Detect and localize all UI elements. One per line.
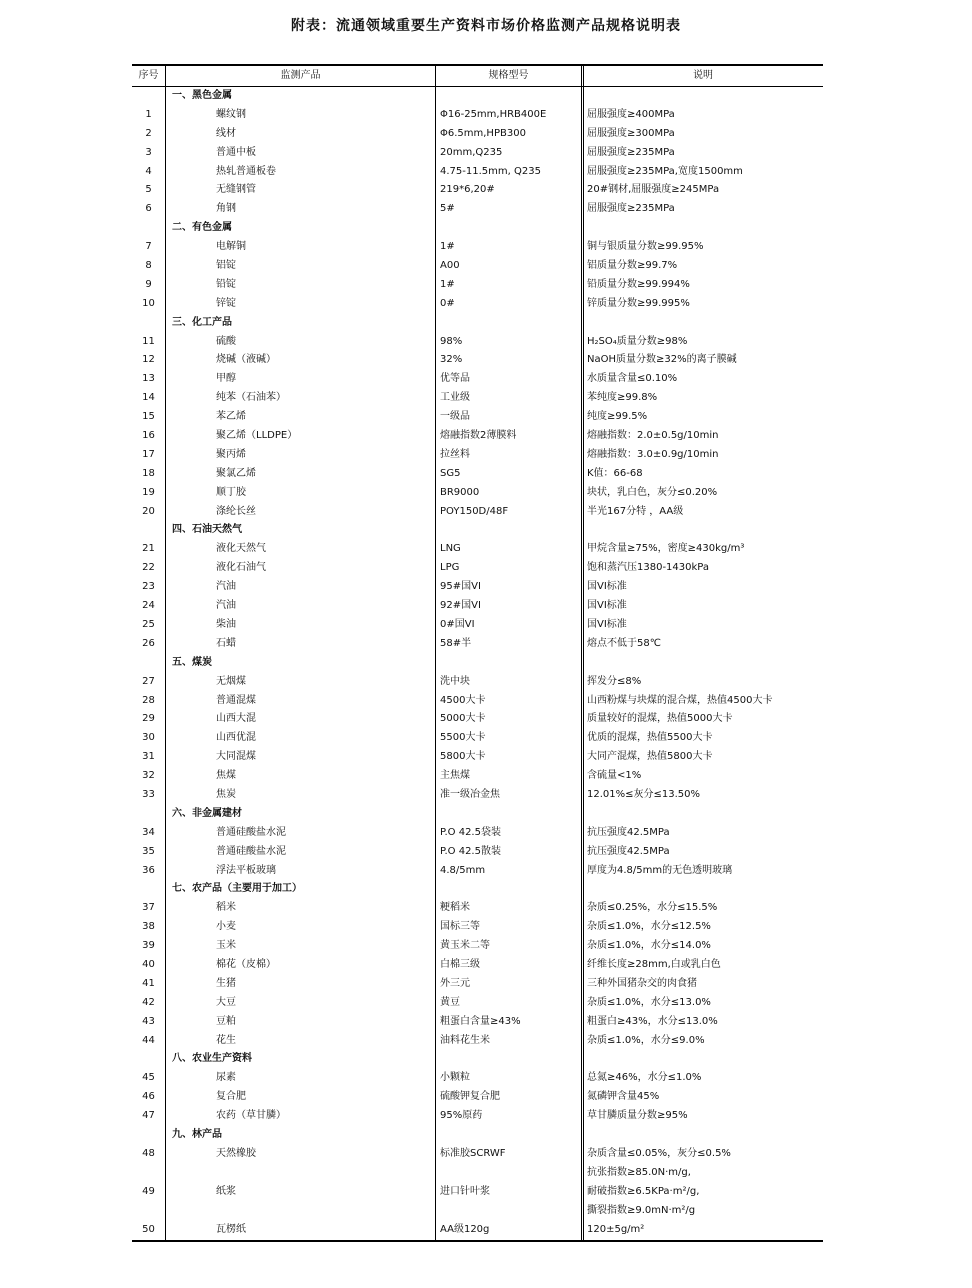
product-name: 纸浆 xyxy=(216,1185,236,1197)
description: 含硫量<1% xyxy=(587,770,642,782)
product-name: 复合肥 xyxy=(216,1091,246,1103)
description: 杂质≤1.0%，水分≤12.5% xyxy=(587,921,711,933)
spec-value: 标准胶SCRWF xyxy=(440,1147,506,1159)
description: 水质量含量≤0.10% xyxy=(587,373,678,385)
spec-value: 熔融指数2薄膜料 xyxy=(440,430,517,442)
table-row xyxy=(132,767,823,786)
table-row xyxy=(132,748,823,767)
description: 杂质≤1.0%，水分≤13.0% xyxy=(587,996,711,1008)
description: 铜与银质量分数≥99.95% xyxy=(587,241,704,253)
product-name: 聚乙烯（LLDPE） xyxy=(216,430,298,442)
row-number: 10 xyxy=(142,297,155,309)
row-number: 42 xyxy=(142,996,155,1008)
spec-value: 219*6,20# xyxy=(440,184,495,196)
product-name: 顺丁胶 xyxy=(216,486,246,498)
description: 杂质≤1.0%，水分≤14.0% xyxy=(587,940,711,952)
table-row xyxy=(132,1107,823,1126)
row-number: 9 xyxy=(145,278,152,290)
product-name: 普通硅酸盐水泥 xyxy=(216,826,286,838)
row-number: 27 xyxy=(142,675,155,687)
row-number: 14 xyxy=(142,392,155,404)
product-name: 花生 xyxy=(216,1034,236,1046)
table-row xyxy=(132,786,823,805)
description: 总氮≥46%，水分≤1.0% xyxy=(587,1072,702,1084)
row-number: 1 xyxy=(145,108,152,120)
row-number: 32 xyxy=(142,770,155,782)
row-number: 25 xyxy=(142,618,155,630)
row-number: 40 xyxy=(142,958,155,970)
product-name: 锌锭 xyxy=(216,297,236,309)
category-row xyxy=(132,87,823,106)
spec-value: P.O 42.5袋装 xyxy=(440,826,501,838)
column-divider xyxy=(165,66,166,1240)
product-name: 铝锭 xyxy=(216,260,236,272)
row-number: 11 xyxy=(142,335,155,347)
description: 抗压强度42.5MPa xyxy=(587,845,670,857)
spec-value: 进口针叶浆 xyxy=(440,1185,490,1197)
table-row xyxy=(132,106,823,125)
row-number: 47 xyxy=(142,1110,155,1122)
spec-value: 拉丝料 xyxy=(440,448,470,460)
spec-value: 1# xyxy=(440,241,455,253)
spec-value: Φ16-25mm,HRB400E xyxy=(440,108,547,120)
product-name: 热轧普通板卷 xyxy=(216,165,276,177)
product-name: 生猪 xyxy=(216,977,236,989)
description: H₂SO₄质量分数≥98% xyxy=(587,335,688,347)
description: 杂质≤0.25%，水分≤15.5% xyxy=(587,902,718,914)
row-number: 7 xyxy=(145,241,152,253)
table-row xyxy=(132,257,823,276)
row-number: 41 xyxy=(142,977,155,989)
product-name: 小麦 xyxy=(216,921,236,933)
table-row xyxy=(132,937,823,956)
product-name: 稻米 xyxy=(216,902,236,914)
spec-value: 准一级冶金焦 xyxy=(440,788,500,800)
category-row xyxy=(132,880,823,899)
description: 块状，乳白色，灰分≤0.20% xyxy=(587,486,718,498)
product-name: 普通混煤 xyxy=(216,694,256,706)
product-name: 线材 xyxy=(216,127,236,139)
description: 厚度为4.8/5mm的无色透明玻璃 xyxy=(587,864,733,876)
spec-value: 工业级 xyxy=(440,392,470,404)
header-spec: 规格型号 xyxy=(488,70,529,81)
table-row xyxy=(132,181,823,200)
table-row xyxy=(132,578,823,597)
category-row xyxy=(132,219,823,238)
product-name: 尿素 xyxy=(216,1072,236,1084)
description: 山西粉煤与块煤的混合煤，热值4500大卡 xyxy=(587,694,773,706)
row-number: 38 xyxy=(142,921,155,933)
table-row xyxy=(132,635,823,654)
table-row xyxy=(132,125,823,144)
spec-value: 黄豆 xyxy=(440,996,460,1008)
category-label: 七、农产品（主要用于加工） xyxy=(172,883,302,895)
spec-value: 1# xyxy=(440,278,455,290)
product-name: 汽油 xyxy=(216,600,236,612)
spec-value: 优等品 xyxy=(440,373,470,385)
spec-value: 4500大卡 xyxy=(440,694,486,706)
description: 铝质量分数≥99.7% xyxy=(587,260,678,272)
product-name: 液化天然气 xyxy=(216,543,266,555)
product-name: 豆粕 xyxy=(216,1015,236,1027)
row-number: 44 xyxy=(142,1034,155,1046)
table-row xyxy=(132,276,823,295)
table-row xyxy=(132,692,823,711)
row-number: 4 xyxy=(145,165,152,177)
product-name: 铅锭 xyxy=(216,278,236,290)
spec-value: AA级120g xyxy=(440,1223,490,1235)
table-row xyxy=(132,616,823,635)
table-row xyxy=(132,597,823,616)
row-number: 18 xyxy=(142,467,155,479)
table-row xyxy=(132,295,823,314)
table-row xyxy=(132,994,823,1013)
product-name: 山西大混 xyxy=(216,713,256,725)
spec-value: 白棉三级 xyxy=(440,958,480,970)
description: 12.01%≤灰分≤13.50% xyxy=(587,788,701,800)
table-row xyxy=(132,1088,823,1107)
spec-value: 5500大卡 xyxy=(440,732,486,744)
header-desc: 说明 xyxy=(693,70,713,81)
row-number: 37 xyxy=(142,902,155,914)
description: 质量较好的混煤，热值5000大卡 xyxy=(587,713,733,725)
description: 屈服强度≥235MPa,宽度1500mm xyxy=(587,165,743,177)
row-number: 26 xyxy=(142,637,155,649)
category-label: 九、林产品 xyxy=(172,1128,222,1140)
table-row xyxy=(132,1221,823,1240)
product-name: 焦煤 xyxy=(216,770,236,782)
description: 抗压强度42.5MPa xyxy=(587,826,670,838)
description: 铅质量分数≥99.994% xyxy=(587,278,690,290)
product-name: 无烟煤 xyxy=(216,675,246,687)
spec-table xyxy=(132,64,823,1242)
product-name: 螺纹钢 xyxy=(216,108,246,120)
row-number: 5 xyxy=(145,184,152,196)
spec-value: 98% xyxy=(440,335,463,347)
row-number: 13 xyxy=(142,373,155,385)
row-number: 22 xyxy=(142,562,155,574)
row-number: 49 xyxy=(142,1185,155,1197)
spec-value: 95#国VI xyxy=(440,581,481,593)
spec-value: 硫酸钾复合肥 xyxy=(440,1091,500,1103)
row-number: 29 xyxy=(142,713,155,725)
row-number: 46 xyxy=(142,1091,155,1103)
spec-value: 32% xyxy=(440,354,463,366)
spec-value: 0#国VI xyxy=(440,618,475,630)
row-number: 30 xyxy=(142,732,155,744)
spec-value: POY150D/48F xyxy=(440,505,509,517)
description: 国VI标准 xyxy=(587,618,627,630)
product-name: 汽油 xyxy=(216,581,236,593)
header-no: 序号 xyxy=(138,70,159,81)
description: 氮磷钾含量45% xyxy=(587,1091,660,1103)
spec-value: 国标三等 xyxy=(440,921,480,933)
row-number: 28 xyxy=(142,694,155,706)
product-name: 瓦楞纸 xyxy=(216,1223,246,1235)
spec-value: SG5 xyxy=(440,467,461,479)
row-number: 24 xyxy=(142,600,155,612)
row-number: 8 xyxy=(145,260,152,272)
product-name: 电解铜 xyxy=(216,241,246,253)
product-name: 涤纶长丝 xyxy=(216,505,256,517)
description: 屈服强度≥300MPa xyxy=(587,127,675,139)
row-number: 3 xyxy=(145,146,152,158)
spec-value: 5# xyxy=(440,203,455,215)
description: 耐破指数≥6.5KPa·m²/g, xyxy=(587,1185,700,1197)
page-title: 附表：流通领域重要生产资料市场价格监测产品规格说明表 xyxy=(291,18,681,34)
category-row xyxy=(132,314,823,333)
category-label: 八、农业生产资料 xyxy=(172,1053,252,1065)
table-row xyxy=(132,862,823,881)
header-product: 监测产品 xyxy=(280,70,321,81)
table-header xyxy=(132,66,823,87)
category-label: 六、非金属建材 xyxy=(172,807,242,819)
table-row xyxy=(132,956,823,975)
category-label: 五、煤炭 xyxy=(172,656,212,668)
table-row xyxy=(132,729,823,748)
description: 优质的混煤，热值5500大卡 xyxy=(587,732,713,744)
table-row xyxy=(132,427,823,446)
spec-value: 5000大卡 xyxy=(440,713,486,725)
row-number: 31 xyxy=(142,751,155,763)
table-row xyxy=(132,540,823,559)
table-row xyxy=(132,899,823,918)
row-number: 48 xyxy=(142,1147,155,1159)
spec-value: 一级品 xyxy=(440,411,470,423)
table-row xyxy=(132,559,823,578)
column-divider xyxy=(435,66,436,1240)
table-row xyxy=(132,446,823,465)
description: 纤维长度≥28mm,白或乳白色 xyxy=(587,958,721,970)
table-row xyxy=(132,163,823,182)
category-label: 四、石油天然气 xyxy=(172,524,242,536)
table-row xyxy=(132,843,823,862)
table-row xyxy=(132,465,823,484)
description: 国VI标准 xyxy=(587,600,627,612)
spec-value: 4.8/5mm xyxy=(440,864,486,876)
row-number: 35 xyxy=(142,845,155,857)
product-name: 浮法平板玻璃 xyxy=(216,864,276,876)
row-number: 45 xyxy=(142,1072,155,1084)
table-row xyxy=(132,503,823,522)
spec-value: 主焦煤 xyxy=(440,770,470,782)
table-row xyxy=(132,389,823,408)
category-row xyxy=(132,805,823,824)
description: 熔点不低于58℃ xyxy=(587,637,661,649)
spec-value: 洗中块 xyxy=(440,675,470,687)
description: 大同产混煤，热值5800大卡 xyxy=(587,751,713,763)
product-name: 纯苯（石油苯） xyxy=(216,392,286,404)
table-row xyxy=(132,673,823,692)
spec-value: 0# xyxy=(440,297,455,309)
description: 锌质量分数≥99.995% xyxy=(587,297,690,309)
spec-value: 油料花生米 xyxy=(440,1034,490,1046)
row-number: 2 xyxy=(145,127,152,139)
product-name: 农药（草甘膦） xyxy=(216,1110,286,1122)
table-row xyxy=(132,484,823,503)
description: 抗张指数≥85.0N·m/g, xyxy=(587,1166,691,1178)
description: NaOH质量分数≥32%的离子膜碱 xyxy=(587,354,737,366)
spec-value: LPG xyxy=(440,562,460,574)
category-label: 三、化工产品 xyxy=(172,316,232,328)
product-name: 山西优混 xyxy=(216,732,256,744)
product-name: 硫酸 xyxy=(216,335,236,347)
product-name: 烧碱（液碱） xyxy=(216,354,276,366)
category-row xyxy=(132,521,823,540)
spec-value: 95%原药 xyxy=(440,1110,483,1122)
category-row xyxy=(132,654,823,673)
spec-value: BR9000 xyxy=(440,486,480,498)
category-label: 一、黑色金属 xyxy=(172,90,232,101)
product-name: 石蜡 xyxy=(216,637,236,649)
row-number: 39 xyxy=(142,940,155,952)
description: 120±5g/m² xyxy=(587,1223,645,1235)
description: 纯度≥99.5% xyxy=(587,411,648,423)
description: 半光167分特 ，AA级 xyxy=(587,505,684,517)
table-row xyxy=(132,333,823,352)
description: 杂质≤1.0%，水分≤9.0% xyxy=(587,1034,705,1046)
column-divider xyxy=(581,66,582,1240)
product-name: 大同混煤 xyxy=(216,751,256,763)
row-number: 6 xyxy=(145,203,152,215)
spec-value: 4.75-11.5mm, Q235 xyxy=(440,165,541,177)
table-row xyxy=(132,1032,823,1051)
product-name: 液化石油气 xyxy=(216,562,266,574)
spec-value: 20mm,Q235 xyxy=(440,146,503,158)
row-number: 12 xyxy=(142,354,155,366)
spec-value: P.O 42.5散装 xyxy=(440,845,501,857)
row-number: 17 xyxy=(142,448,155,460)
row-number: 34 xyxy=(142,826,155,838)
row-number: 21 xyxy=(142,543,155,555)
product-name: 甲醇 xyxy=(216,373,236,385)
spec-value: A00 xyxy=(440,260,460,272)
product-name: 棉花（皮棉） xyxy=(216,958,276,970)
spec-value: 外三元 xyxy=(440,977,470,989)
description: 挥发分≤8% xyxy=(587,675,642,687)
spec-value: 黄玉米二等 xyxy=(440,940,490,952)
product-name: 苯乙烯 xyxy=(216,411,246,423)
description: 熔融指数：3.0±0.9g/10min xyxy=(587,448,719,460)
product-name: 无缝钢管 xyxy=(216,184,256,196)
table-row xyxy=(132,200,823,219)
row-number: 19 xyxy=(142,486,155,498)
product-name: 普通硅酸盐水泥 xyxy=(216,845,286,857)
category-row xyxy=(132,1126,823,1145)
product-name: 大豆 xyxy=(216,996,236,1008)
spec-value: 小颗粒 xyxy=(440,1072,470,1084)
spec-value: Φ6.5mm,HPB300 xyxy=(440,127,526,139)
table-row xyxy=(132,710,823,729)
product-name: 角钢 xyxy=(216,203,236,215)
description: 甲烷含量≥75%，密度≥430kg/m³ xyxy=(587,543,745,555)
description: 三种外国猪杂交的肉食猪 xyxy=(587,977,697,989)
product-name: 天然橡胶 xyxy=(216,1147,256,1159)
description: 20#钢材,屈服强度≥245MPa xyxy=(587,184,720,196)
row-number: 43 xyxy=(142,1015,155,1027)
table-row xyxy=(132,144,823,163)
row-number: 20 xyxy=(142,505,155,517)
description: 苯纯度≥99.8% xyxy=(587,392,658,404)
spec-value: 粗蛋白含量≥43% xyxy=(440,1015,521,1027)
table-row xyxy=(132,1164,823,1221)
product-name: 焦炭 xyxy=(216,788,236,800)
spec-value: 58#半 xyxy=(440,637,472,649)
product-name: 聚氯乙烯 xyxy=(216,467,256,479)
spec-value: 粳稻米 xyxy=(440,902,470,914)
table-row xyxy=(132,238,823,257)
description: 屈服强度≥235MPa xyxy=(587,146,675,158)
product-name: 柴油 xyxy=(216,618,236,630)
description: 饱和蒸汽压1380-1430kPa xyxy=(587,562,710,574)
row-number: 16 xyxy=(142,430,155,442)
description: 屈服强度≥235MPa xyxy=(587,203,675,215)
table-row xyxy=(132,918,823,937)
table-row xyxy=(132,1145,823,1164)
table-row xyxy=(132,1013,823,1032)
description: 粗蛋白≥43%，水分≤13.0% xyxy=(587,1015,718,1027)
table-row xyxy=(132,975,823,994)
product-name: 玉米 xyxy=(216,940,236,952)
description: 草甘膦质量分数≥95% xyxy=(587,1110,688,1122)
column-divider xyxy=(583,66,584,1240)
row-number: 33 xyxy=(142,788,155,800)
table-row xyxy=(132,1069,823,1088)
row-number: 15 xyxy=(142,411,155,423)
spec-value: 5800大卡 xyxy=(440,751,486,763)
table-row xyxy=(132,408,823,427)
category-row xyxy=(132,1050,823,1069)
product-name: 普通中板 xyxy=(216,146,256,158)
spec-value: LNG xyxy=(440,543,461,555)
description: 熔融指数：2.0±0.5g/10min xyxy=(587,430,719,442)
spec-value: 92#国VI xyxy=(440,600,481,612)
description: 杂质含量≤0.05%，灰分≤0.5% xyxy=(587,1147,731,1159)
row-number: 23 xyxy=(142,581,155,593)
product-name: 聚丙烯 xyxy=(216,448,246,460)
row-number: 50 xyxy=(142,1223,155,1235)
table-row xyxy=(132,351,823,370)
description: 国VI标准 xyxy=(587,581,627,593)
row-number: 36 xyxy=(142,864,155,876)
table-row xyxy=(132,370,823,389)
description: K值：66-68 xyxy=(587,467,643,479)
category-label: 二、有色金属 xyxy=(172,222,232,234)
description: 屈服强度≥400MPa xyxy=(587,108,675,120)
table-row xyxy=(132,824,823,843)
description: 撕裂指数≥9.0mN·m²/g xyxy=(587,1204,696,1216)
